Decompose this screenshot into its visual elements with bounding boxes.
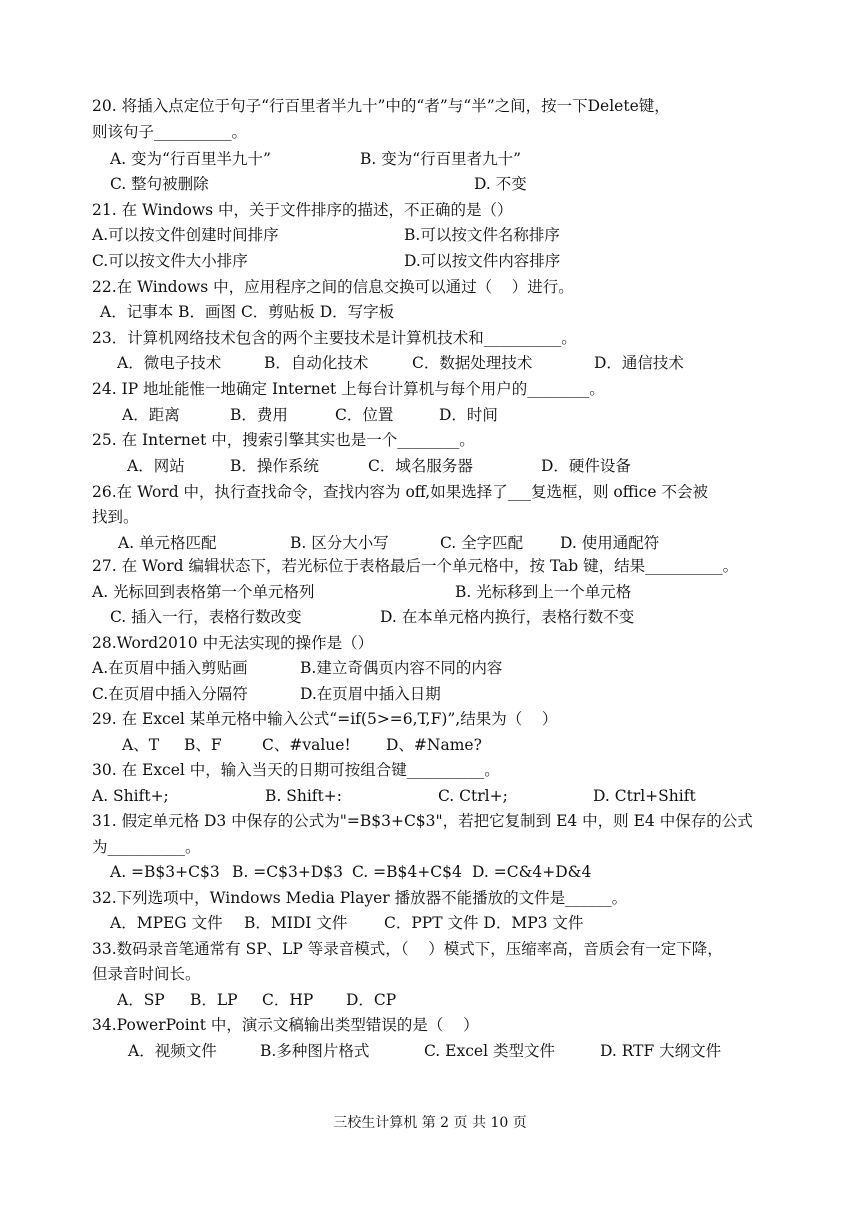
question-27-option-d: D. 在本单元格内换行，表格行数不变: [380, 608, 635, 626]
question-31-option-a: A. =B$3+C$3: [110, 863, 220, 881]
question-32-option-b: B．MIDI 文件: [244, 914, 348, 932]
question-34-option-b: B.多种图片格式: [260, 1042, 370, 1060]
question-33-option-d: D．CP: [346, 991, 397, 1009]
question-33-option-b: B．LP: [190, 991, 238, 1009]
question-27-option-c: C. 插入一行，表格行数改变: [110, 608, 302, 626]
question-26-option-d: D. 使用通配符: [560, 534, 660, 552]
question-33-line-1: 33.数码录音笔通常有 SP、LP 等录音模式，（ ）模式下，压缩率高，音质会有一定下降，: [92, 940, 723, 958]
question-21-option-c: C.可以按文件大小排序: [92, 252, 248, 270]
question-22-options: A．记事本 B．画图 C．剪贴板 D．写字板: [100, 303, 395, 321]
question-28-option-d: D.在页眉中插入日期: [300, 685, 441, 703]
question-20-option-b: B. 变为“行百里者九十”: [360, 150, 522, 168]
question-28-line-1: 28.Word2010 中无法实现的操作是（）: [92, 634, 374, 652]
question-23-option-d: D．通信技术: [594, 354, 684, 372]
question-20-line-2: 则该句子__________。: [92, 123, 248, 141]
question-27-line-1: 27. 在 Word 编辑状态下，若光标位于表格最后一个单元格中，按 Tab 键，结果__________。: [92, 557, 739, 575]
question-28-option-c: C.在页眉中插入分隔符: [92, 685, 248, 703]
question-23-option-b: B．自动化技术: [264, 354, 369, 372]
question-26-line-2: 找到。: [92, 508, 139, 526]
question-33-line-2: 但录音时间长。: [92, 965, 201, 983]
question-30-option-a: A. Shift+;: [92, 787, 169, 805]
question-20-option-a: A. 变为“行百里半九十”: [110, 150, 271, 168]
question-25-option-b: B．操作系统: [230, 457, 319, 475]
question-24-line-1: 24. IP 地址能惟一地确定 Internet 上每台计算机与每个用户的________。: [92, 380, 605, 398]
question-34-option-a: A．视频文件: [128, 1042, 217, 1060]
question-21-option-a: A.可以按文件创建时间排序: [92, 226, 279, 244]
question-32-option-a: A．MPEG 文件: [110, 914, 223, 932]
question-23-option-c: C．数据处理技术: [412, 354, 533, 372]
question-29-option-a: A、T: [122, 736, 160, 754]
question-20-option-c: C. 整句被删除: [110, 175, 209, 193]
question-31-option-d: D. =C&4+D&4: [472, 863, 592, 881]
question-20-option-d: D. 不变: [474, 175, 527, 193]
question-25-option-d: D．硬件设备: [541, 457, 631, 475]
question-26-line-1: 26.在 Word 中，执行查找命令，查找内容为 off,如果选择了___复选框，则 office 不会被: [92, 483, 708, 501]
question-29-option-d: D、#Name?: [386, 736, 482, 754]
question-26-option-b: B. 区分大小写: [290, 534, 389, 552]
question-28-option-a: A.在页眉中插入剪贴画: [92, 659, 248, 677]
question-27-option-b: B. 光标移到上一个单元格: [455, 583, 632, 601]
question-26-option-a: A. 单元格匹配: [118, 534, 217, 552]
question-20-line-1: 20. 将插入点定位于句子“行百里者半九十”中的“者”与“半”之间，按一下Delete键，: [92, 97, 670, 115]
question-34-line-1: 34.PowerPoint 中，演示文稿输出类型错误的是（ ）: [92, 1016, 479, 1034]
question-23-line-1: 23．计算机网络技术包含的两个主要技术是计算机技术和__________。: [92, 329, 577, 347]
question-30-option-b: B. Shift+:: [265, 787, 342, 805]
question-25-line-1: 25. 在 Internet 中，搜索引擎其实也是一个________。: [92, 431, 475, 449]
question-22-line-1: 22.在 Windows 中，应用程序之间的信息交换可以通过（ ）进行。: [92, 278, 574, 296]
question-29-line-1: 29. 在 Excel 某单元格中输入公式“=if(5>=6,T,F)”,结果为（ ）: [92, 710, 558, 728]
question-31-line-1: 31. 假定单元格 D3 中保存的公式为"=B$3+C$3"，若把它复制到 E4 中，则 E4 中保存的公式: [92, 812, 753, 830]
question-30-option-c: C. Ctrl+;: [438, 787, 508, 805]
question-25-option-c: C．域名服务器: [368, 457, 473, 475]
question-30-option-d: D. Ctrl+Shift: [593, 787, 696, 805]
question-29-option-c: C、#value!: [262, 736, 351, 754]
question-24-option-a: A．距离: [122, 406, 180, 424]
question-32-line-1: 32.下列选项中，Windows Media Player 播放器不能播放的文件是______。: [92, 889, 628, 907]
question-24-option-c: C．位置: [335, 406, 394, 424]
question-21-option-d: D.可以按文件内容排序: [404, 252, 561, 270]
question-33-option-a: A．SP: [117, 991, 165, 1009]
question-21-line-1: 21. 在 Windows 中，关于文件排序的描述，不正确的是（）: [92, 201, 513, 219]
question-29-option-b: B、F: [184, 736, 222, 754]
question-27-option-a: A. 光标回到表格第一个单元格列: [92, 583, 315, 601]
question-30-line-1: 30. 在 Excel 中，输入当天的日期可按组合键__________。: [92, 761, 500, 779]
question-34-option-d: D. RTF 大纲文件: [600, 1042, 722, 1060]
question-31-line-2: 为__________。: [92, 838, 201, 856]
question-32-option-cd: C．PPT 文件 D．MP3 文件: [384, 914, 584, 932]
question-31-option-b: B. =C$3+D$3: [232, 863, 343, 881]
question-28-option-b: B.建立奇偶页内容不同的内容: [300, 659, 503, 677]
page-footer: 三校生计算机 第 2 页 共 10 页: [333, 1115, 527, 1131]
question-25-option-a: A．网站: [127, 457, 185, 475]
question-23-option-a: A．微电子技术: [117, 354, 222, 372]
question-34-option-c: C. Excel 类型文件: [424, 1042, 555, 1060]
question-31-option-c: C. =B$4+C$4: [352, 863, 462, 881]
question-33-option-c: C．HP: [262, 991, 314, 1009]
question-24-option-d: D．时间: [439, 406, 498, 424]
question-24-option-b: B．费用: [230, 406, 288, 424]
question-26-option-c: C. 全字匹配: [440, 534, 524, 552]
question-21-option-b: B.可以按文件名称排序: [404, 226, 560, 244]
